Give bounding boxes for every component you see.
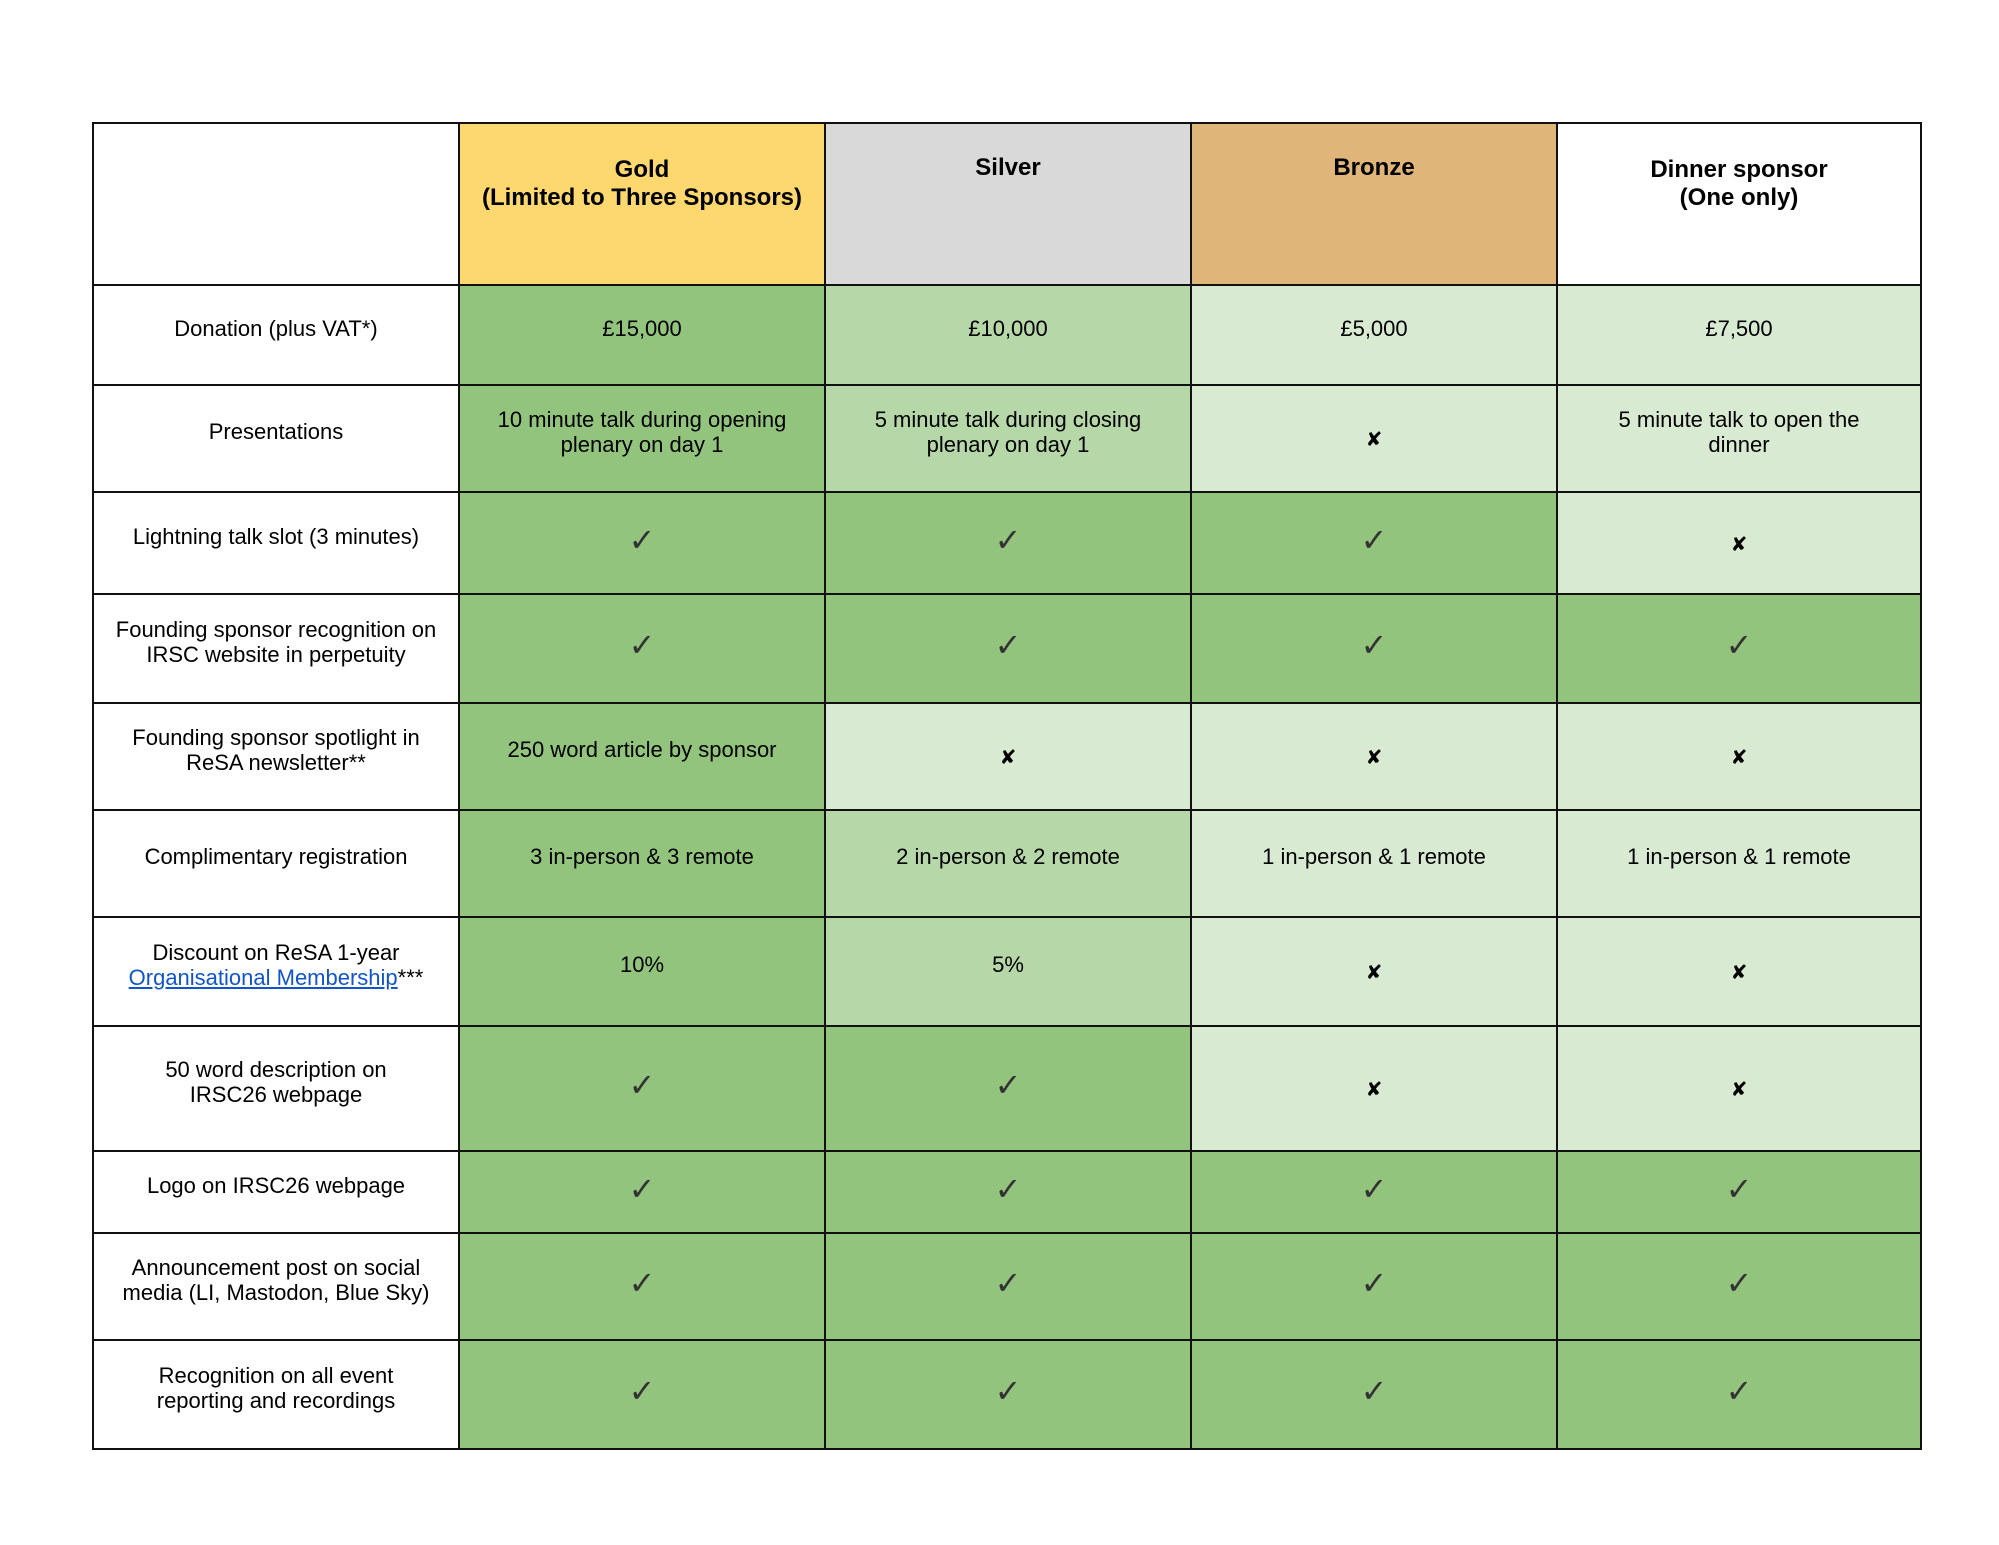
cell-bronze — [1191, 1026, 1557, 1151]
checkmark-icon: ✓ — [628, 1169, 656, 1208]
cell-bronze — [1191, 703, 1557, 810]
table-row — [93, 1340, 1921, 1449]
header-dinner-title: Dinner sponsor — [1650, 156, 1828, 183]
checkmark-icon: ✓ — [1360, 626, 1388, 664]
cell-text: 5 minute talk to open the dinner — [1618, 406, 1860, 457]
cell-text: 1 in-person & 1 remote — [1262, 844, 1486, 869]
checkmark-icon: ✓ — [994, 520, 1022, 559]
checkmark-icon: ✓ — [1360, 1169, 1388, 1208]
header-silver-tier — [825, 123, 1191, 285]
row-label-cell — [93, 1340, 459, 1449]
checkmark-icon: ✓ — [1725, 1372, 1753, 1410]
header-bronze-title: Bronze — [1333, 154, 1415, 181]
row-label-cell — [93, 810, 459, 917]
table-row — [93, 810, 1921, 917]
cell-silver — [825, 285, 1191, 385]
cross-icon: ✘ — [999, 745, 1017, 769]
cell-bronze — [1191, 917, 1557, 1026]
checkmark-icon: ✓ — [628, 1066, 656, 1104]
cross-icon: ✘ — [1730, 531, 1748, 556]
cell-dinner — [1557, 917, 1921, 1026]
cell-gold — [459, 810, 825, 917]
cross-icon: ✘ — [1365, 960, 1383, 984]
cell-silver — [825, 1233, 1191, 1340]
table-row — [93, 1233, 1921, 1340]
cell-silver — [825, 594, 1191, 703]
organisational-membership-link[interactable]: Organisational Membership — [128, 964, 398, 990]
table-row — [93, 492, 1921, 594]
cell-silver — [825, 703, 1191, 810]
row-label-cell — [93, 492, 459, 594]
cell-bronze — [1191, 285, 1557, 385]
cell-dinner — [1557, 385, 1921, 492]
cell-dinner — [1557, 492, 1921, 594]
table-row — [93, 703, 1921, 810]
checkmark-icon: ✓ — [1725, 1169, 1753, 1208]
table-row — [93, 285, 1921, 385]
row-label: Logo on IRSC26 webpage — [146, 1172, 406, 1198]
checkmark-icon: ✓ — [628, 1264, 656, 1302]
table-row — [93, 594, 1921, 703]
cell-bronze — [1191, 1151, 1557, 1233]
checkmark-icon: ✓ — [1360, 1264, 1388, 1302]
row-label-footnote: *** — [397, 964, 424, 990]
row-label-cell — [93, 703, 459, 810]
cell-gold — [459, 594, 825, 703]
row-label: Complimentary registration — [144, 844, 408, 869]
cell-bronze — [1191, 594, 1557, 703]
cell-gold — [459, 703, 825, 810]
checkmark-icon: ✓ — [1725, 1264, 1753, 1302]
row-label: Announcement post on social media (LI, Mastodon, Blue Sky) — [122, 1254, 430, 1305]
cell-dinner — [1557, 594, 1921, 703]
checkmark-icon: ✓ — [1360, 1372, 1388, 1410]
cell-gold — [459, 1233, 825, 1340]
table-row — [93, 385, 1921, 492]
cell-dinner — [1557, 1026, 1921, 1151]
header-silver-title: Silver — [975, 154, 1041, 181]
header-gold-tier — [459, 123, 825, 285]
cell-dinner — [1557, 1340, 1921, 1449]
table-row — [93, 1026, 1921, 1151]
checkmark-icon: ✓ — [994, 1264, 1022, 1302]
row-label — [121, 940, 431, 990]
row-label: 50 word description on IRSC26 webpage — [165, 1056, 387, 1107]
header-dinner-tier — [1557, 123, 1921, 285]
cell-bronze — [1191, 1340, 1557, 1449]
cell-gold — [459, 917, 825, 1026]
checkmark-icon: ✓ — [628, 1372, 656, 1410]
cell-dinner — [1557, 285, 1921, 385]
checkmark-icon: ✓ — [628, 520, 656, 559]
row-label-cell — [93, 385, 459, 492]
cell-text: £15,000 — [602, 315, 682, 341]
sponsorship-table — [92, 122, 1922, 1450]
cell-text: 5 minute talk during closing plenary on day 1 — [874, 406, 1142, 457]
cell-bronze — [1191, 810, 1557, 917]
cross-icon: ✘ — [1730, 745, 1748, 769]
checkmark-icon: ✓ — [994, 1372, 1022, 1410]
row-label-cell — [93, 594, 459, 703]
row-label: Founding sponsor recognition on IRSC website in perpetuity — [115, 616, 437, 667]
table-row — [93, 1151, 1921, 1233]
cell-gold — [459, 492, 825, 594]
cell-silver — [825, 1026, 1191, 1151]
cell-silver — [825, 810, 1191, 917]
table-row — [93, 917, 1921, 1026]
cell-silver — [825, 917, 1191, 1026]
cell-text: 250 word article by sponsor — [507, 737, 777, 762]
cross-icon: ✘ — [1730, 960, 1748, 984]
cell-dinner — [1557, 1151, 1921, 1233]
header-bronze-tier — [1191, 123, 1557, 285]
cell-text: 10 minute talk during opening plenary on day 1 — [497, 406, 787, 457]
cell-text: 5% — [992, 952, 1024, 977]
row-label: Presentations — [208, 419, 344, 444]
cell-dinner — [1557, 1233, 1921, 1340]
cell-dinner — [1557, 810, 1921, 917]
cell-bronze — [1191, 492, 1557, 594]
header-gold-title: Gold — [614, 156, 670, 183]
cross-icon: ✘ — [1365, 1077, 1383, 1101]
cell-silver — [825, 1340, 1191, 1449]
checkmark-icon: ✓ — [1360, 520, 1388, 559]
cell-silver — [825, 492, 1191, 594]
checkmark-icon: ✓ — [1725, 626, 1753, 664]
cell-text: 10% — [619, 952, 665, 977]
cell-gold — [459, 1340, 825, 1449]
cell-dinner — [1557, 703, 1921, 810]
table-body — [93, 285, 1921, 1449]
cell-text: 3 in-person & 3 remote — [530, 844, 754, 869]
cross-icon: ✘ — [1730, 1077, 1748, 1101]
cross-icon: ✘ — [1365, 427, 1383, 451]
row-label-text: Discount on ReSA 1-year — [152, 939, 400, 965]
cell-text: 1 in-person & 1 remote — [1627, 844, 1851, 869]
row-label: Recognition on all event reporting and recordings — [156, 1362, 396, 1413]
checkmark-icon: ✓ — [628, 626, 656, 664]
checkmark-icon: ✓ — [994, 1169, 1022, 1208]
checkmark-icon: ✓ — [994, 1066, 1022, 1104]
row-label: Founding sponsor spotlight in ReSA newsletter** — [132, 724, 420, 775]
row-label: Lightning talk slot (3 minutes) — [132, 523, 420, 549]
row-label-cell — [93, 285, 459, 385]
row-label-cell — [93, 1233, 459, 1340]
row-label: Donation (plus VAT*) — [174, 315, 378, 341]
row-label-cell — [93, 1151, 459, 1233]
cell-gold — [459, 1026, 825, 1151]
cross-icon: ✘ — [1365, 745, 1383, 769]
header-row — [93, 123, 1921, 285]
cell-gold — [459, 1151, 825, 1233]
cell-silver — [825, 385, 1191, 492]
header-gold-subtitle: (Limited to Three Sponsors) — [481, 184, 802, 211]
cell-gold — [459, 285, 825, 385]
cell-gold — [459, 385, 825, 492]
cell-text: 2 in-person & 2 remote — [896, 844, 1120, 869]
header-dinner-subtitle: (One only) — [1679, 184, 1799, 211]
row-label-cell — [93, 1026, 459, 1151]
cell-bronze — [1191, 385, 1557, 492]
cell-bronze — [1191, 1233, 1557, 1340]
cell-text: £5,000 — [1340, 315, 1408, 341]
header-blank-cell — [93, 123, 459, 285]
cell-text: £7,500 — [1705, 315, 1773, 341]
cell-silver — [825, 1151, 1191, 1233]
cell-text: £10,000 — [968, 315, 1048, 341]
checkmark-icon: ✓ — [994, 626, 1022, 664]
row-label-cell — [93, 917, 459, 1026]
